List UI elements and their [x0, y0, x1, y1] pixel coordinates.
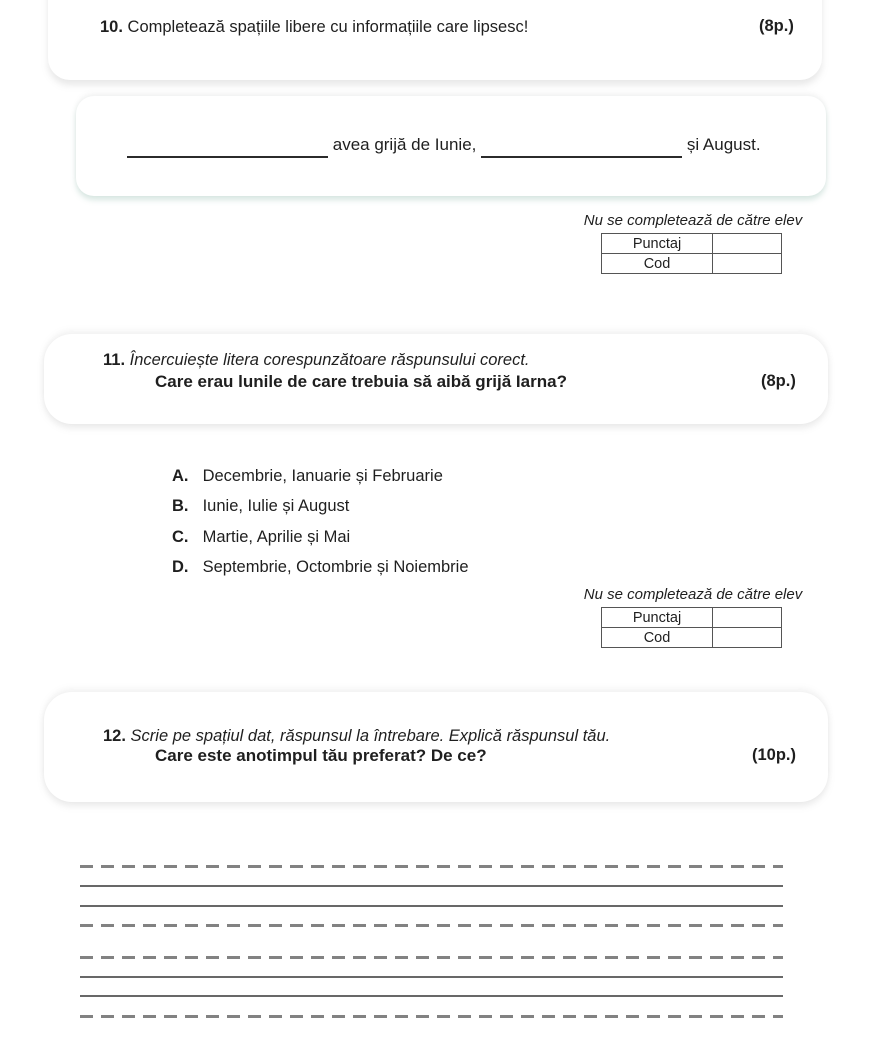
question-11-points: (8p.): [761, 372, 796, 390]
answer-line-solid: [80, 995, 783, 997]
question-11-number: 11.: [103, 351, 126, 369]
score-row-punctaj: Punctaj: [602, 234, 713, 254]
option-c-text: Martie, Aprilie și Mai: [202, 528, 351, 546]
table-row: [602, 608, 782, 628]
question-12-number: 12.: [103, 727, 126, 745]
score-table: [601, 607, 782, 648]
option-c: [172, 528, 350, 547]
question-10-fill-sentence: [127, 134, 761, 158]
answer-line-solid: [80, 885, 783, 887]
question-12-text: Care este anotimpul tău preferat? De ce?: [155, 746, 487, 765]
question-12-points: (10p.): [752, 746, 797, 764]
option-d-letter: D.: [172, 558, 189, 576]
score-cell-empty: [713, 628, 782, 648]
option-b-text: Iunie, Iulie și August: [202, 497, 350, 515]
score-table-label: Nu se completează de către elev: [583, 586, 803, 603]
answer-blank: [127, 134, 328, 158]
answer-line-dashed: [80, 865, 783, 868]
score-cell-empty: [713, 234, 782, 254]
question-11-text: Care erau lunile de care trebuia să aibă grijă Iarna?: [155, 372, 567, 391]
question-10-text: Completează spațiile libere cu informațiile care lipsesc!: [127, 18, 529, 36]
answer-line-dashed: [80, 1015, 783, 1018]
score-table-block: [573, 212, 813, 274]
question-10-points: (8p.): [759, 17, 794, 35]
fill-sentence-part2: și August.: [686, 135, 761, 154]
table-row: [602, 628, 782, 648]
table-row: [602, 254, 782, 274]
answer-blank: [481, 134, 682, 158]
option-d: [172, 558, 469, 577]
score-table-block: [573, 586, 813, 648]
question-11-header: [103, 350, 530, 370]
option-b: [172, 497, 349, 516]
score-row-cod: Cod: [602, 628, 713, 648]
question-10-header: [100, 17, 528, 37]
score-table: [601, 233, 782, 274]
answer-line-solid: [80, 905, 783, 907]
score-row-punctaj: Punctaj: [602, 608, 713, 628]
option-d-text: Septembrie, Octombrie și Noiembrie: [202, 558, 469, 576]
answer-line-dashed: [80, 924, 783, 927]
option-b-letter: B.: [172, 497, 189, 515]
score-cell-empty: [713, 254, 782, 274]
question-12-header: [103, 726, 610, 746]
background-card: [48, 0, 822, 80]
table-row: [602, 234, 782, 254]
question-12-instruction: Scrie pe spațiul dat, răspunsul la întrebare. Explică răspunsul tău.: [130, 727, 611, 745]
score-row-cod: Cod: [602, 254, 713, 274]
score-table-label: Nu se completează de către elev: [583, 212, 803, 229]
question-11-instruction: Încercuiește litera corespunzătoare răspunsului corect.: [129, 351, 530, 369]
answer-line-dashed: [80, 956, 783, 959]
option-c-letter: C.: [172, 528, 189, 546]
option-a: [172, 467, 443, 486]
fill-sentence-part1: avea grijă de Iunie,: [332, 135, 477, 154]
answer-line-solid: [80, 976, 783, 978]
score-cell-empty: [713, 608, 782, 628]
option-a-letter: A.: [172, 467, 189, 485]
option-a-text: Decembrie, Ianuarie și Februarie: [202, 467, 443, 485]
question-10-number: 10.: [100, 18, 123, 36]
